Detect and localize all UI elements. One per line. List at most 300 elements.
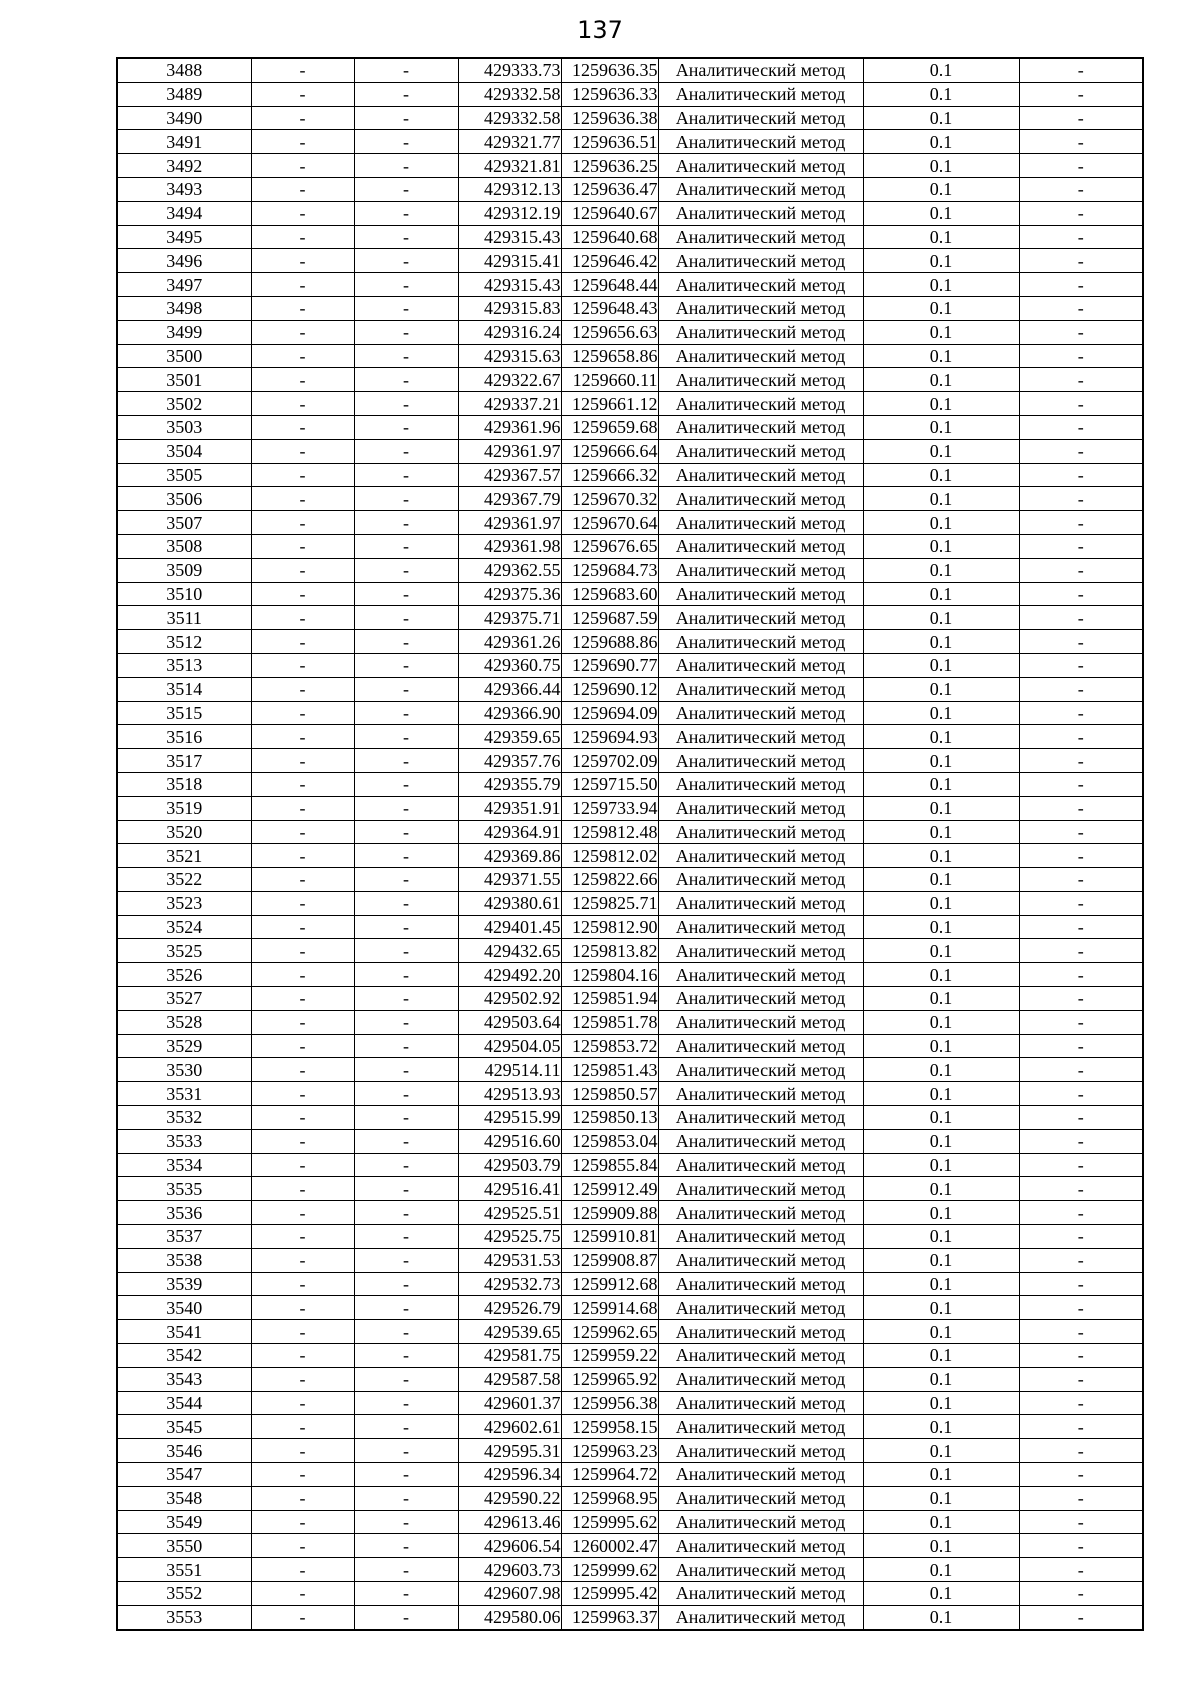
y-coordinate-cell: 1259851.43	[561, 1058, 658, 1082]
table-row	[117, 1582, 1143, 1606]
x-coordinate-cell: 429581.75	[458, 1344, 561, 1368]
dash-cell: -	[251, 463, 354, 487]
dash-cell: -	[251, 177, 354, 201]
method-cell: Аналитический метод	[658, 273, 863, 297]
table-row	[117, 1153, 1143, 1177]
dash-cell: -	[1019, 58, 1143, 82]
dash-cell: -	[354, 1034, 458, 1058]
dash-cell: -	[251, 677, 354, 701]
accuracy-cell: 0.1	[863, 1486, 1019, 1510]
x-coordinate-cell: 429515.99	[458, 1106, 561, 1130]
x-coordinate-cell: 429333.73	[458, 58, 561, 82]
x-coordinate-cell: 429315.63	[458, 344, 561, 368]
y-coordinate-cell: 1259999.62	[561, 1558, 658, 1582]
method-cell: Аналитический метод	[658, 1558, 863, 1582]
method-cell: Аналитический метод	[658, 344, 863, 368]
y-coordinate-cell: 1259636.47	[561, 177, 658, 201]
accuracy-cell: 0.1	[863, 534, 1019, 558]
dash-cell: -	[354, 273, 458, 297]
accuracy-cell: 0.1	[863, 820, 1019, 844]
method-cell: Аналитический метод	[658, 1129, 863, 1153]
point-number-cell: 3539	[117, 1272, 251, 1296]
table-row	[117, 1367, 1143, 1391]
accuracy-cell: 0.1	[863, 772, 1019, 796]
method-cell: Аналитический метод	[658, 1034, 863, 1058]
accuracy-cell: 0.1	[863, 582, 1019, 606]
method-cell: Аналитический метод	[658, 1177, 863, 1201]
accuracy-cell: 0.1	[863, 225, 1019, 249]
accuracy-cell: 0.1	[863, 1201, 1019, 1225]
table-row	[117, 1605, 1143, 1629]
dash-cell: -	[251, 1225, 354, 1249]
point-number-cell: 3530	[117, 1058, 251, 1082]
y-coordinate-cell: 1259850.57	[561, 1082, 658, 1106]
y-coordinate-cell: 1259640.68	[561, 225, 658, 249]
dash-cell: -	[251, 820, 354, 844]
method-cell: Аналитический метод	[658, 1367, 863, 1391]
dash-cell: -	[1019, 987, 1143, 1011]
x-coordinate-cell: 429359.65	[458, 725, 561, 749]
dash-cell: -	[1019, 82, 1143, 106]
dash-cell: -	[354, 1558, 458, 1582]
x-coordinate-cell: 429316.24	[458, 320, 561, 344]
dash-cell: -	[1019, 1225, 1143, 1249]
method-cell: Аналитический метод	[658, 1106, 863, 1130]
accuracy-cell: 0.1	[863, 1558, 1019, 1582]
dash-cell: -	[354, 820, 458, 844]
method-cell: Аналитический метод	[658, 82, 863, 106]
x-coordinate-cell: 429375.36	[458, 582, 561, 606]
dash-cell: -	[1019, 463, 1143, 487]
y-coordinate-cell: 1259733.94	[561, 796, 658, 820]
method-cell: Аналитический метод	[658, 1296, 863, 1320]
accuracy-cell: 0.1	[863, 463, 1019, 487]
dash-cell: -	[1019, 1320, 1143, 1344]
y-coordinate-cell: 1259959.22	[561, 1344, 658, 1368]
point-number-cell: 3548	[117, 1486, 251, 1510]
accuracy-cell: 0.1	[863, 439, 1019, 463]
dash-cell: -	[1019, 154, 1143, 178]
y-coordinate-cell: 1259963.23	[561, 1439, 658, 1463]
point-number-cell: 3489	[117, 82, 251, 106]
dash-cell: -	[1019, 1463, 1143, 1487]
accuracy-cell: 0.1	[863, 392, 1019, 416]
x-coordinate-cell: 429531.53	[458, 1248, 561, 1272]
accuracy-cell: 0.1	[863, 1605, 1019, 1629]
dash-cell: -	[251, 320, 354, 344]
dash-cell: -	[251, 225, 354, 249]
table-row	[117, 701, 1143, 725]
dash-cell: -	[251, 1367, 354, 1391]
dash-cell: -	[354, 1486, 458, 1510]
table-row	[117, 963, 1143, 987]
table-row	[117, 1415, 1143, 1439]
y-coordinate-cell: 1259812.02	[561, 844, 658, 868]
table-row	[117, 1463, 1143, 1487]
method-cell: Аналитический метод	[658, 1415, 863, 1439]
point-number-cell: 3491	[117, 130, 251, 154]
accuracy-cell: 0.1	[863, 130, 1019, 154]
x-coordinate-cell: 429361.97	[458, 439, 561, 463]
x-coordinate-cell: 429322.67	[458, 368, 561, 392]
x-coordinate-cell: 429525.51	[458, 1201, 561, 1225]
point-number-cell: 3515	[117, 701, 251, 725]
dash-cell: -	[251, 844, 354, 868]
dash-cell: -	[251, 1177, 354, 1201]
accuracy-cell: 0.1	[863, 796, 1019, 820]
dash-cell: -	[354, 463, 458, 487]
point-number-cell: 3499	[117, 320, 251, 344]
table-row	[117, 1344, 1143, 1368]
x-coordinate-cell: 429357.76	[458, 749, 561, 773]
dash-cell: -	[1019, 820, 1143, 844]
dash-cell: -	[354, 1272, 458, 1296]
dash-cell: -	[354, 1391, 458, 1415]
table-row	[117, 58, 1143, 82]
x-coordinate-cell: 429580.06	[458, 1605, 561, 1629]
accuracy-cell: 0.1	[863, 368, 1019, 392]
dash-cell: -	[251, 1415, 354, 1439]
dash-cell: -	[251, 749, 354, 773]
accuracy-cell: 0.1	[863, 58, 1019, 82]
y-coordinate-cell: 1259636.33	[561, 82, 658, 106]
dash-cell: -	[354, 320, 458, 344]
dash-cell: -	[251, 82, 354, 106]
table-row	[117, 606, 1143, 630]
point-number-cell: 3523	[117, 891, 251, 915]
accuracy-cell: 0.1	[863, 1177, 1019, 1201]
table-row	[117, 225, 1143, 249]
accuracy-cell: 0.1	[863, 1082, 1019, 1106]
dash-cell: -	[354, 844, 458, 868]
point-number-cell: 3531	[117, 1082, 251, 1106]
point-number-cell: 3495	[117, 225, 251, 249]
y-coordinate-cell: 1259914.68	[561, 1296, 658, 1320]
y-coordinate-cell: 1259909.88	[561, 1201, 658, 1225]
point-number-cell: 3526	[117, 963, 251, 987]
method-cell: Аналитический метод	[658, 1058, 863, 1082]
y-coordinate-cell: 1259995.62	[561, 1510, 658, 1534]
dash-cell: -	[1019, 891, 1143, 915]
point-number-cell: 3511	[117, 606, 251, 630]
accuracy-cell: 0.1	[863, 154, 1019, 178]
dash-cell: -	[1019, 1201, 1143, 1225]
method-cell: Аналитический метод	[658, 439, 863, 463]
x-coordinate-cell: 429513.93	[458, 1082, 561, 1106]
point-number-cell: 3500	[117, 344, 251, 368]
dash-cell: -	[354, 653, 458, 677]
dash-cell: -	[354, 534, 458, 558]
method-cell: Аналитический метод	[658, 796, 863, 820]
dash-cell: -	[251, 963, 354, 987]
table-row	[117, 1534, 1143, 1558]
table-row	[117, 82, 1143, 106]
dash-cell: -	[354, 368, 458, 392]
dash-cell: -	[1019, 1153, 1143, 1177]
method-cell: Аналитический метод	[658, 749, 863, 773]
dash-cell: -	[354, 177, 458, 201]
method-cell: Аналитический метод	[658, 106, 863, 130]
x-coordinate-cell: 429361.26	[458, 630, 561, 654]
point-number-cell: 3510	[117, 582, 251, 606]
dash-cell: -	[1019, 177, 1143, 201]
point-number-cell: 3492	[117, 154, 251, 178]
point-number-cell: 3516	[117, 725, 251, 749]
dash-cell: -	[1019, 630, 1143, 654]
dash-cell: -	[1019, 1558, 1143, 1582]
dash-cell: -	[1019, 844, 1143, 868]
accuracy-cell: 0.1	[863, 891, 1019, 915]
method-cell: Аналитический метод	[658, 653, 863, 677]
point-number-cell: 3542	[117, 1344, 251, 1368]
y-coordinate-cell: 1259912.49	[561, 1177, 658, 1201]
accuracy-cell: 0.1	[863, 653, 1019, 677]
x-coordinate-cell: 429503.64	[458, 1010, 561, 1034]
dash-cell: -	[354, 701, 458, 725]
table-row	[117, 154, 1143, 178]
dash-cell: -	[354, 1534, 458, 1558]
accuracy-cell: 0.1	[863, 1344, 1019, 1368]
dash-cell: -	[251, 344, 354, 368]
dash-cell: -	[354, 1296, 458, 1320]
method-cell: Аналитический метод	[658, 1153, 863, 1177]
dash-cell: -	[251, 653, 354, 677]
dash-cell: -	[1019, 344, 1143, 368]
table-row	[117, 1320, 1143, 1344]
dash-cell: -	[1019, 725, 1143, 749]
dash-cell: -	[1019, 439, 1143, 463]
table-row	[117, 1391, 1143, 1415]
dash-cell: -	[1019, 368, 1143, 392]
x-coordinate-cell: 429596.34	[458, 1463, 561, 1487]
point-number-cell: 3525	[117, 939, 251, 963]
method-cell: Аналитический метод	[658, 1391, 863, 1415]
table-row	[117, 749, 1143, 773]
dash-cell: -	[354, 106, 458, 130]
dash-cell: -	[354, 1201, 458, 1225]
method-cell: Аналитический метод	[658, 915, 863, 939]
dash-cell: -	[1019, 677, 1143, 701]
table-row	[117, 915, 1143, 939]
dash-cell: -	[1019, 772, 1143, 796]
dash-cell: -	[354, 630, 458, 654]
table-row	[117, 463, 1143, 487]
y-coordinate-cell: 1259812.48	[561, 820, 658, 844]
dash-cell: -	[251, 511, 354, 535]
dash-cell: -	[1019, 392, 1143, 416]
dash-cell: -	[251, 1010, 354, 1034]
method-cell: Аналитический метод	[658, 1010, 863, 1034]
accuracy-cell: 0.1	[863, 1248, 1019, 1272]
dash-cell: -	[251, 154, 354, 178]
point-number-cell: 3545	[117, 1415, 251, 1439]
table-row	[117, 891, 1143, 915]
dash-cell: -	[1019, 796, 1143, 820]
coordinates-table	[116, 57, 1144, 1631]
dash-cell: -	[1019, 606, 1143, 630]
accuracy-cell: 0.1	[863, 987, 1019, 1011]
dash-cell: -	[251, 106, 354, 130]
point-number-cell: 3504	[117, 439, 251, 463]
table-row	[117, 844, 1143, 868]
y-coordinate-cell: 1259636.35	[561, 58, 658, 82]
table-row	[117, 796, 1143, 820]
x-coordinate-cell: 429532.73	[458, 1272, 561, 1296]
dash-cell: -	[354, 392, 458, 416]
method-cell: Аналитический метод	[658, 154, 863, 178]
method-cell: Аналитический метод	[658, 891, 863, 915]
dash-cell: -	[1019, 963, 1143, 987]
dash-cell: -	[1019, 320, 1143, 344]
x-coordinate-cell: 429321.77	[458, 130, 561, 154]
table-row	[117, 1058, 1143, 1082]
accuracy-cell: 0.1	[863, 1463, 1019, 1487]
dash-cell: -	[1019, 201, 1143, 225]
table-row	[117, 677, 1143, 701]
x-coordinate-cell: 429432.65	[458, 939, 561, 963]
y-coordinate-cell: 1259968.95	[561, 1486, 658, 1510]
dash-cell: -	[354, 1320, 458, 1344]
y-coordinate-cell: 1259648.43	[561, 296, 658, 320]
dash-cell: -	[251, 939, 354, 963]
accuracy-cell: 0.1	[863, 296, 1019, 320]
y-coordinate-cell: 1259694.09	[561, 701, 658, 725]
accuracy-cell: 0.1	[863, 1510, 1019, 1534]
x-coordinate-cell: 429367.79	[458, 487, 561, 511]
dash-cell: -	[1019, 1367, 1143, 1391]
dash-cell: -	[1019, 1082, 1143, 1106]
method-cell: Аналитический метод	[658, 320, 863, 344]
dash-cell: -	[1019, 296, 1143, 320]
point-number-cell: 3518	[117, 772, 251, 796]
point-number-cell: 3541	[117, 1320, 251, 1344]
method-cell: Аналитический метод	[658, 939, 863, 963]
dash-cell: -	[251, 701, 354, 725]
table-row	[117, 1177, 1143, 1201]
dash-cell: -	[354, 891, 458, 915]
dash-cell: -	[1019, 1129, 1143, 1153]
x-coordinate-cell: 429315.83	[458, 296, 561, 320]
dash-cell: -	[251, 534, 354, 558]
table-row	[117, 653, 1143, 677]
method-cell: Аналитический метод	[658, 701, 863, 725]
dash-cell: -	[354, 415, 458, 439]
x-coordinate-cell: 429603.73	[458, 1558, 561, 1582]
point-number-cell: 3551	[117, 1558, 251, 1582]
dash-cell: -	[354, 511, 458, 535]
y-coordinate-cell: 1259963.37	[561, 1605, 658, 1629]
method-cell: Аналитический метод	[658, 630, 863, 654]
dash-cell: -	[354, 915, 458, 939]
dash-cell: -	[251, 1439, 354, 1463]
method-cell: Аналитический метод	[658, 820, 863, 844]
y-coordinate-cell: 1259702.09	[561, 749, 658, 773]
accuracy-cell: 0.1	[863, 344, 1019, 368]
method-cell: Аналитический метод	[658, 415, 863, 439]
table-row	[117, 772, 1143, 796]
point-number-cell: 3550	[117, 1534, 251, 1558]
x-coordinate-cell: 429315.43	[458, 225, 561, 249]
point-number-cell: 3494	[117, 201, 251, 225]
table-row	[117, 1106, 1143, 1130]
dash-cell: -	[1019, 1486, 1143, 1510]
dash-cell: -	[1019, 1248, 1143, 1272]
table-row	[117, 1510, 1143, 1534]
dash-cell: -	[354, 796, 458, 820]
point-number-cell: 3543	[117, 1367, 251, 1391]
x-coordinate-cell: 429587.58	[458, 1367, 561, 1391]
dash-cell: -	[251, 1510, 354, 1534]
dash-cell: -	[1019, 106, 1143, 130]
dash-cell: -	[251, 368, 354, 392]
method-cell: Аналитический метод	[658, 58, 863, 82]
dash-cell: -	[251, 1058, 354, 1082]
dash-cell: -	[1019, 749, 1143, 773]
y-coordinate-cell: 1259825.71	[561, 891, 658, 915]
accuracy-cell: 0.1	[863, 177, 1019, 201]
y-coordinate-cell: 1259804.16	[561, 963, 658, 987]
dash-cell: -	[251, 796, 354, 820]
dash-cell: -	[354, 1010, 458, 1034]
y-coordinate-cell: 1259690.12	[561, 677, 658, 701]
dash-cell: -	[1019, 1510, 1143, 1534]
method-cell: Аналитический метод	[658, 249, 863, 273]
dash-cell: -	[1019, 1058, 1143, 1082]
table-row	[117, 582, 1143, 606]
y-coordinate-cell: 1259962.65	[561, 1320, 658, 1344]
dash-cell: -	[354, 677, 458, 701]
dash-cell: -	[1019, 534, 1143, 558]
table-row	[117, 1082, 1143, 1106]
dash-cell: -	[354, 1058, 458, 1082]
x-coordinate-cell: 429607.98	[458, 1582, 561, 1606]
dash-cell: -	[1019, 1534, 1143, 1558]
x-coordinate-cell: 429601.37	[458, 1391, 561, 1415]
x-coordinate-cell: 429595.31	[458, 1439, 561, 1463]
dash-cell: -	[1019, 1605, 1143, 1629]
y-coordinate-cell: 1260002.47	[561, 1534, 658, 1558]
method-cell: Аналитический метод	[658, 606, 863, 630]
point-number-cell: 3535	[117, 1177, 251, 1201]
x-coordinate-cell: 429502.92	[458, 987, 561, 1011]
accuracy-cell: 0.1	[863, 1296, 1019, 1320]
point-number-cell: 3549	[117, 1510, 251, 1534]
accuracy-cell: 0.1	[863, 201, 1019, 225]
point-number-cell: 3537	[117, 1225, 251, 1249]
accuracy-cell: 0.1	[863, 106, 1019, 130]
dash-cell: -	[1019, 1415, 1143, 1439]
point-number-cell: 3544	[117, 1391, 251, 1415]
accuracy-cell: 0.1	[863, 511, 1019, 535]
x-coordinate-cell: 429503.79	[458, 1153, 561, 1177]
accuracy-cell: 0.1	[863, 939, 1019, 963]
accuracy-cell: 0.1	[863, 558, 1019, 582]
method-cell: Аналитический метод	[658, 987, 863, 1011]
point-number-cell: 3503	[117, 415, 251, 439]
method-cell: Аналитический метод	[658, 558, 863, 582]
dash-cell: -	[354, 249, 458, 273]
method-cell: Аналитический метод	[658, 368, 863, 392]
accuracy-cell: 0.1	[863, 915, 1019, 939]
point-number-cell: 3527	[117, 987, 251, 1011]
table-row	[117, 273, 1143, 297]
method-cell: Аналитический метод	[658, 582, 863, 606]
dash-cell: -	[251, 1344, 354, 1368]
method-cell: Аналитический метод	[658, 463, 863, 487]
y-coordinate-cell: 1259813.82	[561, 939, 658, 963]
table-row	[117, 415, 1143, 439]
dash-cell: -	[354, 225, 458, 249]
